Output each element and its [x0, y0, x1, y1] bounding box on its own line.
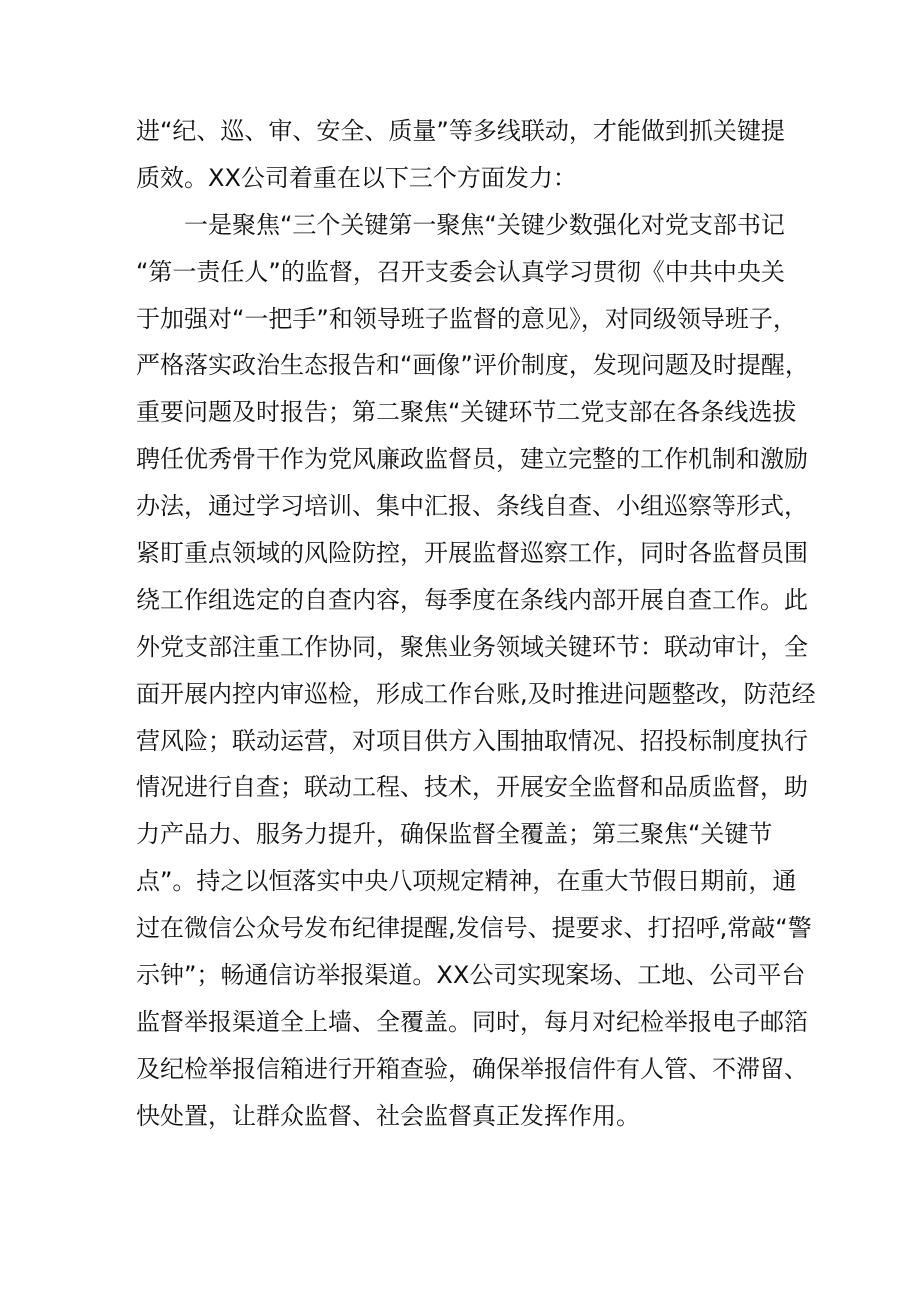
text-line: 及纪检举报信箱进行开箱查验，确保举报信件有人管、不滞留、	[136, 1054, 808, 1083]
text-line: 办法，通过学习培训、集中汇报、条线自查、小组巡察等形式，	[136, 492, 808, 521]
text-line: 面开展内控内审巡检，形成工作台账,及时推进问题整改，防范经	[136, 679, 816, 708]
text-line: 监督举报渠道全上墙、全覆盖。同时，每月对纪检举报电子邮箔	[136, 1007, 808, 1036]
text-line: 于加强对“一把手”和领导班子监督的意见》，对同级领导班子，	[136, 304, 797, 333]
text-line: 情况进行自查；联动工程、技术，开展安全监督和品质监督，助	[136, 773, 808, 802]
text-line: 严格落实政治生态报告和“画像”评价制度，发现问题及时提醒，	[136, 351, 809, 380]
text-line: 示钟”；畅通信访举报渠道。XX公司实现案场、工地、公司平台	[136, 961, 806, 990]
text-line: 重要问题及时报告；第二聚焦“关键环节二党支部在各条线选拔	[136, 398, 797, 427]
paragraph-start-line: 一是聚焦“三个关键第一聚焦“关键少数强化对党支部书记	[184, 210, 785, 239]
text-line: 紧盯重点领域的风险防控，开展监督巡察工作，同时各监督员围	[136, 539, 808, 568]
text-line: 外党支部注重工作协同，聚焦业务领域关键环节：联动审计，全	[136, 632, 808, 661]
text-line: 质效。XX公司着重在以下三个方面发力：	[136, 163, 577, 192]
text-line: 聘任优秀骨干作为党风廉政监督员，建立完整的工作机制和激励	[136, 445, 808, 474]
body-text	[136, 108, 816, 1140]
text-line: 点”。持之以恒落实中央八项规定精神，在重大节假日期前，通	[136, 867, 797, 896]
text-line: 力产品力、服务力提升，确保监督全覆盖；第三聚焦“关键节	[136, 820, 773, 849]
text-line: 进“纪、巡、审、安全、质量”等多线联动，才能做到抓关键提	[136, 117, 785, 145]
text-line: 营风险；联动运营，对项目供方入围抽取情况、招投标制度执行	[136, 726, 808, 755]
text-line: 过在微信公众号发布纪律提醒,发信号、提要求、打招呼,常敲“警	[136, 914, 812, 943]
text-line: 绕工作组选定的自查内容，每季度在条线内部开展自查工作。此	[136, 585, 808, 614]
text-line: 快处置，让群众监督、社会监督真正发挥作用。	[136, 1101, 640, 1130]
text-line: “第一责任人”的监督，召开支委会认真学习贯彻《中共中央关	[136, 257, 785, 286]
